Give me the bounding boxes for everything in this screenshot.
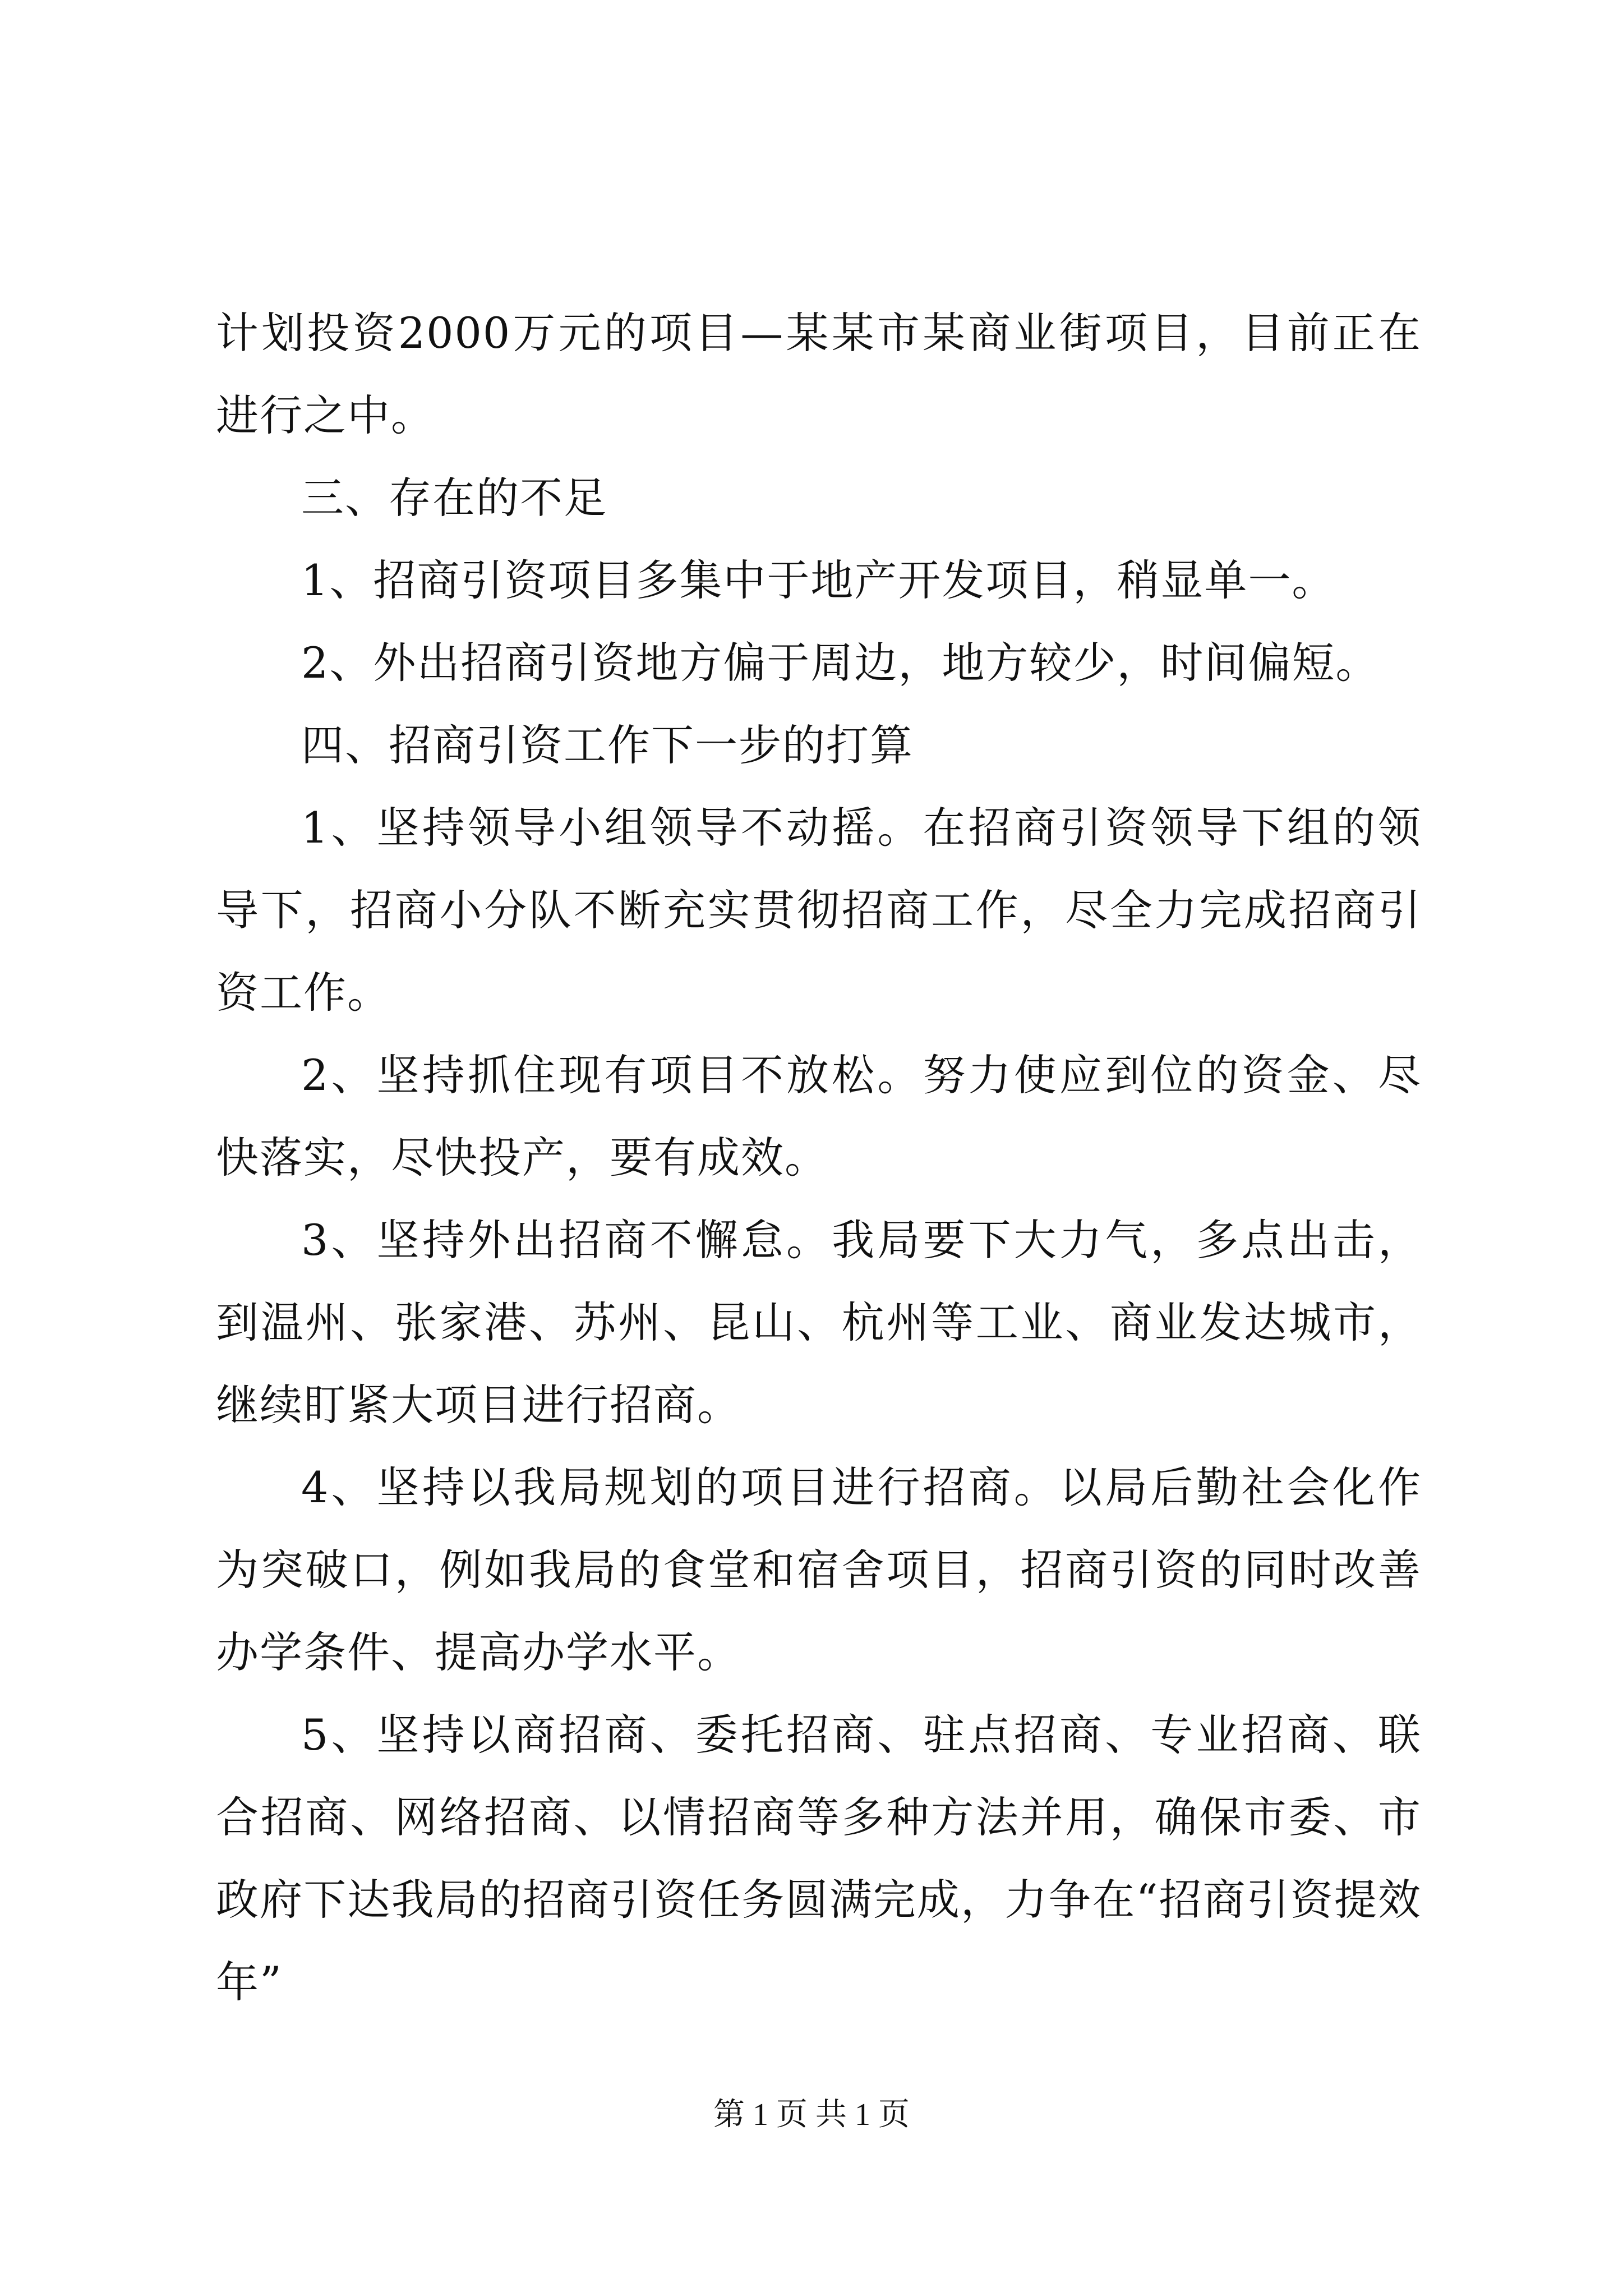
section-heading-next-steps: 四、招商引资工作下一步的打算 [301, 720, 914, 770]
document-body [216, 292, 1422, 2023]
page-number-label: 第 1 页 共 1 页 [713, 2097, 910, 2132]
paragraph-continuation: 计划投资2000万元的项目—某某市某商业街项目，目前正在进行之中。 [216, 308, 1422, 440]
paragraph-plan-5: 5、坚持以商招商、委托招商、驻点招商、专业招商、联合招商、网络招商、以情招商等多种方法并用，确保市委、市政府下达我局的招商引资任务圆满完成，力争在“招商引资提效年” [216, 1710, 1422, 2007]
page-footer [0, 2095, 1623, 2134]
paragraph-plan-1: 1、坚持领导小组领导不动摇。在招商引资领导下组的领导下，招商小分队不断充实贯彻招商工作，尽全力完成招商引资工作。 [216, 803, 1422, 1018]
paragraph-plan-3: 3、坚持外出招商不懈怠。我局要下大力气，多点出击，到温州、张家港、苏州、昆山、杭州等工业、商业发达城市，继续盯紧大项目进行招商。 [216, 1215, 1422, 1430]
section-heading-shortcomings: 三、存在的不足 [301, 473, 607, 523]
paragraph-plan-2: 2、坚持抓住现有项目不放松。努力使应到位的资金、尽快落实，尽快投产，要有成效。 [216, 1050, 1422, 1182]
paragraph-plan-4: 4、坚持以我局规划的项目进行招商。以局后勤社会化作为突破口，例如我局的食堂和宿舍项目，招商引资的同时改善办学条件、提高办学水平。 [216, 1462, 1422, 1677]
paragraph-shortcoming-1: 1、招商引资项目多集中于地产开发项目，稍显单一。 [301, 555, 1336, 605]
paragraph-shortcoming-2: 2、外出招商引资地方偏于周边，地方较少，时间偏短。 [301, 638, 1380, 688]
